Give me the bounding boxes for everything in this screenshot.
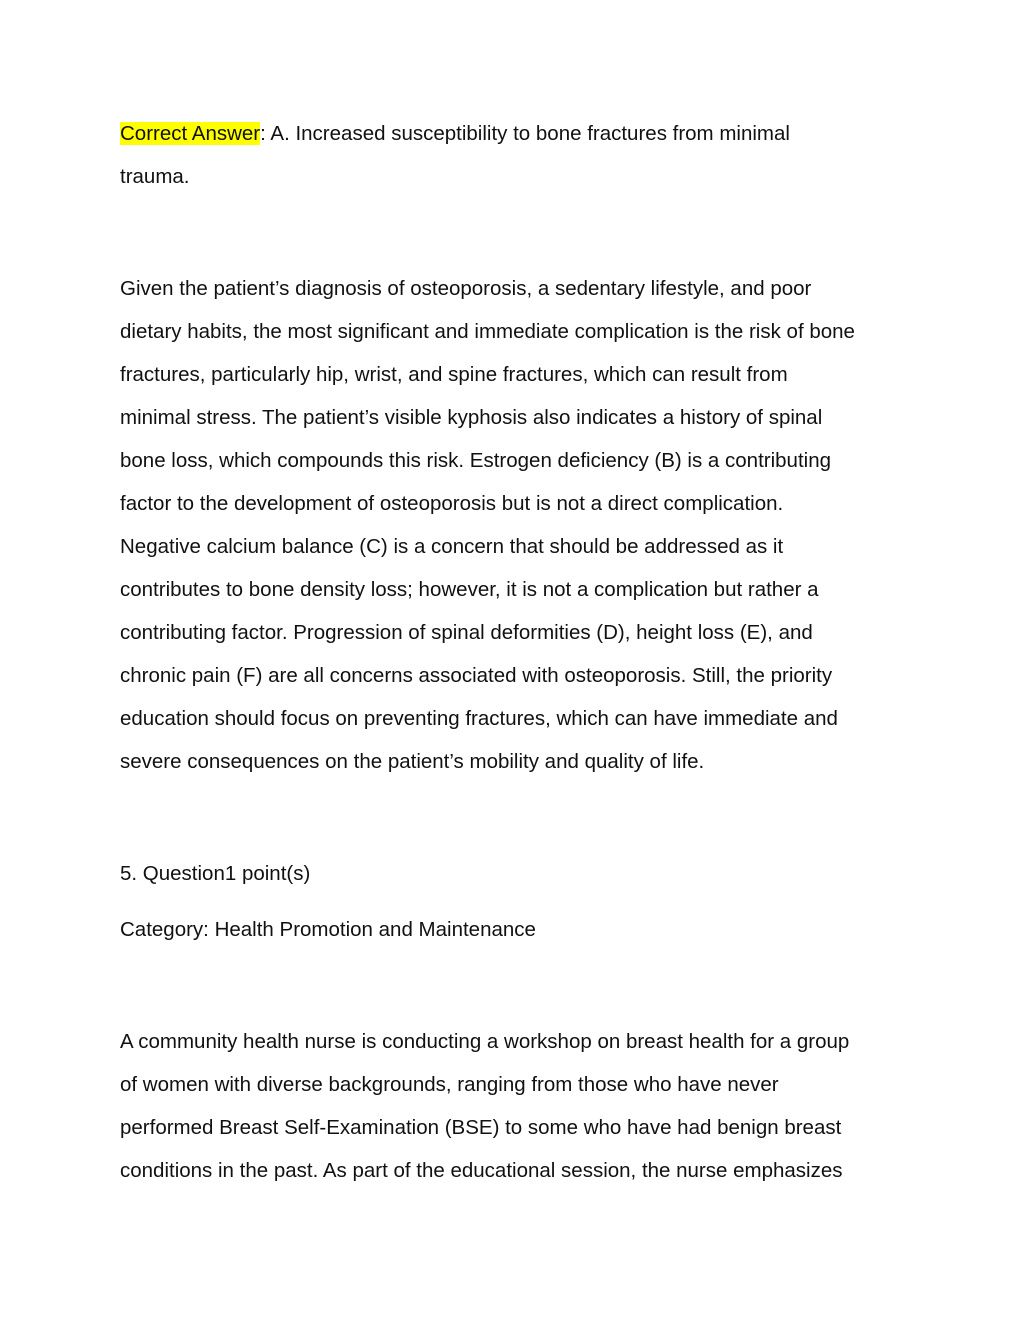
question-header: 5. Question1 point(s) [120,862,311,885]
rationale-line: education should focus on preventing fractures, which can have immediate and [120,707,838,730]
document-page [120,112,920,1192]
rationale-paragraph [120,267,920,783]
rationale-line: minimal stress. The patient’s visible kyphosis also indicates a history of spinal [120,406,823,429]
question-category: Category: Health Promotion and Maintenance [120,918,536,941]
rationale-line: contributes to bone density loss; however, it is not a complication but rather a [120,578,819,601]
rationale-line: chronic pain (F) are all concerns associated with osteoporosis. Still, the priority [120,664,833,687]
spacer [120,783,920,852]
spacer [120,895,920,908]
question-stem-line: of women with diverse backgrounds, ranging from those who have never [120,1073,779,1096]
rationale-line: dietary habits, the most significant and immediate complication is the risk of bone [120,320,855,343]
correct-answer-label: Correct Answer [120,122,261,145]
rationale-line: contributing factor. Progression of spinal deformities (D), height loss (E), and [120,621,813,644]
rationale-line: fractures, particularly hip, wrist, and spine fractures, which can result from [120,363,788,386]
rationale-line: Negative calcium balance (C) is a concern that should be addressed as it [120,535,784,558]
spacer [120,198,920,267]
rationale-line: Given the patient’s diagnosis of osteoporosis, a sedentary lifestyle, and poor [120,277,812,300]
rationale-line: severe consequences on the patient’s mobility and quality of life. [120,750,705,773]
correct-answer-line-2: trauma. [120,165,190,188]
correct-answer-text: : A. Increased susceptibility to bone fractures from minimal [260,122,790,145]
rationale-line: factor to the development of osteoporosis but is not a direct complication. [120,492,784,515]
question-stem-paragraph [120,1020,920,1192]
rationale-line: bone loss, which compounds this risk. Estrogen deficiency (B) is a contributing [120,449,832,472]
correct-answer-paragraph [120,112,920,198]
spacer [120,951,920,1020]
question-stem-line: conditions in the past. As part of the educational session, the nurse emphasizes [120,1159,843,1182]
question-stem-line: performed Breast Self-Examination (BSE) to some who have had benign breast [120,1116,842,1139]
correct-answer-line-1 [120,112,920,155]
question-stem-line: A community health nurse is conducting a workshop on breast health for a group [120,1030,850,1053]
